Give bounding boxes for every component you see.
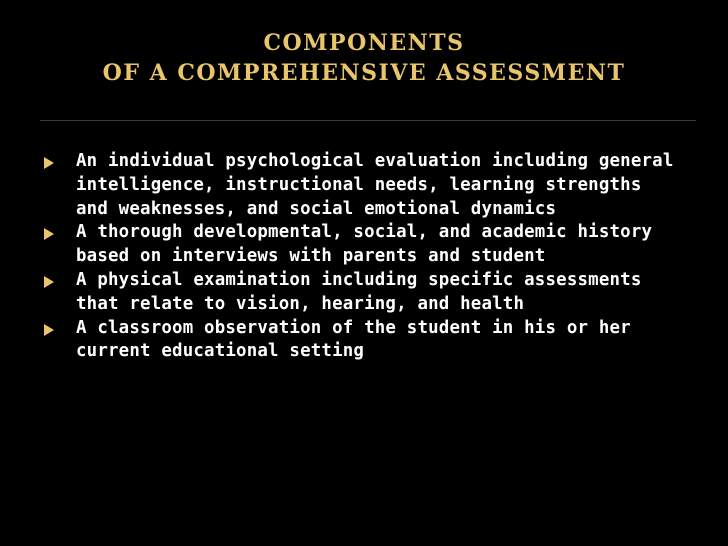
title-line-2: OF A COMPREHENSIVE ASSESSMENT xyxy=(102,60,626,86)
triangle-bullet-icon xyxy=(44,157,54,169)
title-divider xyxy=(40,120,696,121)
slide-title xyxy=(0,28,728,88)
title-line-1: COMPONENTS xyxy=(263,30,465,56)
bullet-item-physical-exam xyxy=(44,269,684,317)
bullet-text: A thorough developmental, social, and academic history based on interviews with parents and student xyxy=(76,222,653,267)
bullet-text: A physical examination including specific assessments that relate to vision, hearing, and health xyxy=(76,269,642,314)
bullet-text: A classroom observation of the student in his or her current educational setting xyxy=(76,317,631,362)
bullet-text: An individual psychological evaluation including general intelligence, instructional needs, learning strengths and weaknesses, and social emotional dynamics xyxy=(76,151,674,219)
triangle-bullet-icon xyxy=(44,324,54,336)
bullet-item-psych-evaluation xyxy=(44,150,684,221)
triangle-bullet-icon xyxy=(44,228,54,240)
triangle-bullet-icon xyxy=(44,276,54,288)
bullet-item-classroom-observation xyxy=(44,317,684,365)
bullet-item-history xyxy=(44,221,684,269)
bullet-list xyxy=(44,150,684,364)
